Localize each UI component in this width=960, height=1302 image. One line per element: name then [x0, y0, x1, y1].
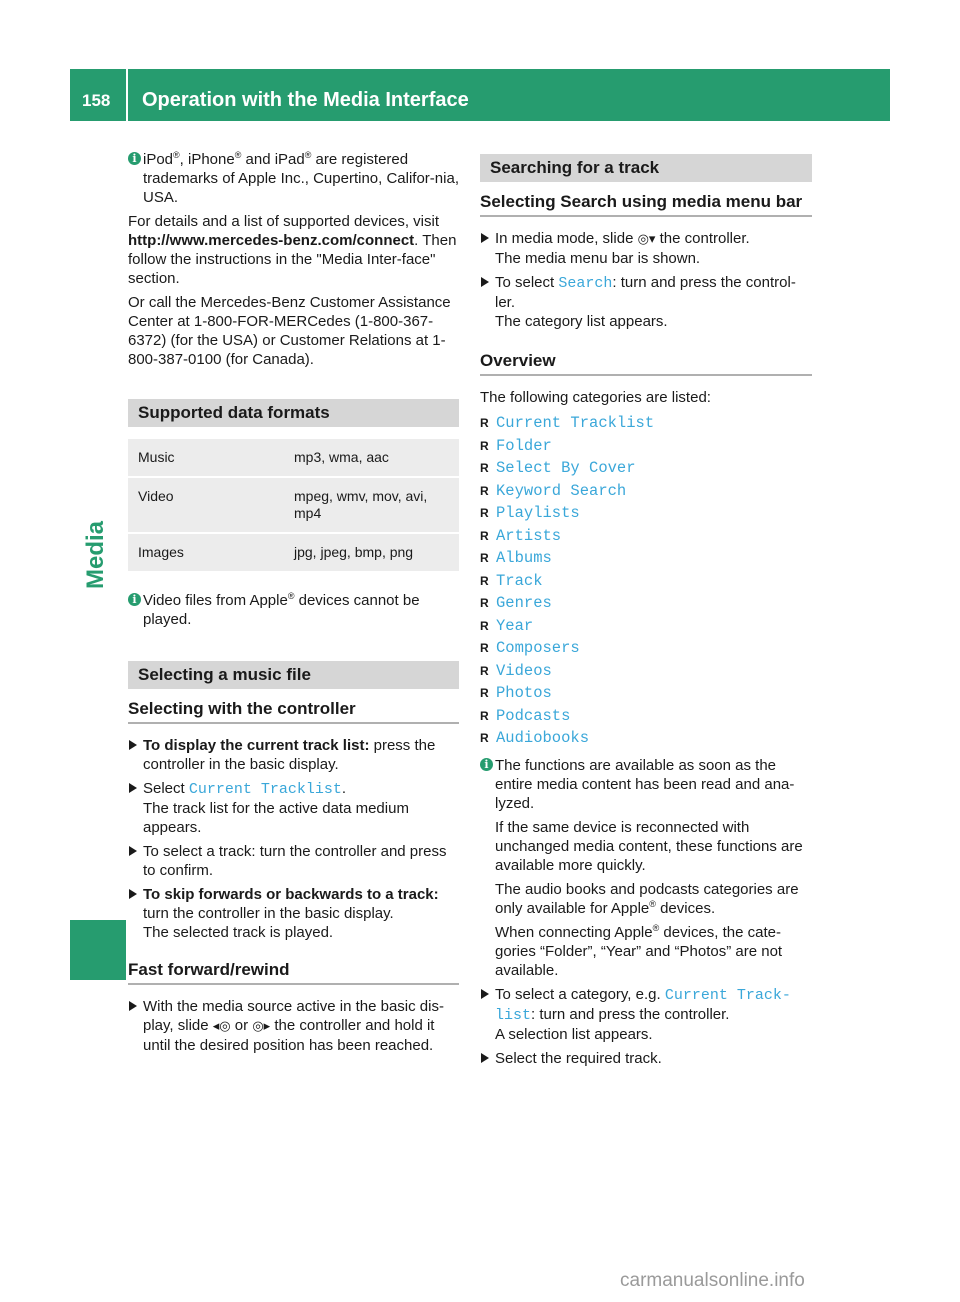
bullet-icon: R [480, 551, 489, 565]
menu-item-search[interactable]: Search [558, 275, 613, 292]
controller-slide-left-icon: ◂◎ [212, 1019, 231, 1034]
left-column [128, 150, 459, 1060]
note-text: If the same device is reconnected with unchanged media content, these functions are available more quickly. [495, 818, 803, 874]
bullet-icon: R [480, 483, 489, 498]
step-text: or [230, 1017, 253, 1034]
availability-note [480, 756, 812, 980]
step [480, 229, 812, 268]
bullet-icon: R [480, 708, 489, 723]
registered-mark: ® [304, 150, 312, 160]
subheading-controller: Selecting with the controller [128, 699, 459, 724]
watermark: carmanualsonline.info [620, 1270, 805, 1291]
list-item [480, 480, 812, 503]
menu-item-current-tracklist[interactable]: Current Tracklist [188, 781, 342, 798]
page-header [70, 69, 890, 121]
note-text-part: devices. [655, 899, 716, 917]
step-text: the controller. [655, 230, 750, 247]
category-item[interactable]: Folder [496, 436, 552, 455]
list-item [480, 570, 812, 593]
side-tab-marker [70, 920, 126, 980]
step-text: To select [495, 274, 559, 291]
info-icon: i [480, 758, 493, 771]
page-number: 158 [82, 91, 111, 110]
bullet-icon: R [480, 528, 489, 543]
subheading-fast-forward: Fast forward/rewind [128, 960, 459, 985]
note-text: The functions are available as soon as the entire media content has been read and ana-lyzed. [495, 756, 795, 812]
registered-mark: ® [652, 922, 660, 933]
step [480, 1049, 812, 1068]
note-text: devices cannot be played. [143, 592, 420, 628]
list-item [480, 525, 812, 548]
step-result: A selection list appears. [495, 1025, 653, 1043]
step-arrow-icon [129, 1001, 137, 1011]
table-row [128, 534, 459, 571]
bullet-icon: R [480, 416, 489, 430]
note-text-part: When connecting Apple [495, 923, 653, 941]
step-text: To select a category, e.g. [495, 985, 665, 1003]
info-icon: i [128, 593, 141, 606]
step-text: press the controller in the basic display. [143, 737, 436, 773]
list-item [480, 457, 812, 480]
note-text: and iPad [241, 151, 305, 168]
registered-mark: ® [287, 591, 295, 601]
registered-mark: ® [649, 898, 656, 909]
step [128, 842, 459, 880]
step-text: . [341, 780, 347, 797]
note-text: , iPhone [179, 151, 235, 168]
step-arrow-icon [129, 740, 137, 750]
step-text: With the media source active in the basic dis-play, slide [143, 998, 444, 1034]
list-item [480, 435, 812, 458]
controller-slide-down-icon: ◎▾ [637, 232, 656, 247]
step-text: In media mode, slide [495, 230, 638, 247]
category-item[interactable]: Year [496, 616, 534, 635]
step [128, 779, 459, 837]
trademark-note [128, 150, 459, 207]
table-row [128, 439, 459, 476]
registered-mark: ® [173, 150, 180, 160]
list-item [480, 412, 812, 435]
bullet-icon: R [480, 663, 489, 678]
note-text: Video files from Apple [143, 592, 288, 609]
category-list [480, 412, 812, 750]
step-bold: To display the current track list: [143, 737, 370, 754]
section-title-formats: Supported data formats [128, 399, 459, 427]
format-type: Music [128, 439, 284, 476]
category-item[interactable]: Playlists [496, 504, 580, 522]
right-column [480, 150, 812, 1073]
step-text: : turn and press the controller. [531, 1005, 730, 1023]
step-text: Select [143, 780, 189, 797]
bullet-icon: R [480, 731, 489, 745]
step [480, 273, 812, 331]
category-item[interactable]: Audiobooks [496, 729, 590, 747]
step-result: The selected track is played. [143, 924, 334, 941]
category-item[interactable]: Keyword Search [496, 481, 627, 500]
step-result: The category list appears. [495, 313, 668, 330]
bullet-icon: R [480, 686, 489, 700]
list-item [480, 727, 812, 750]
category-item[interactable]: Current Tracklist [496, 414, 655, 432]
step-arrow-icon [129, 889, 137, 899]
support-text: . Then follow the instructions in the "Media Inter-face" section. [128, 232, 457, 287]
step-arrow-icon [481, 989, 489, 999]
step [128, 736, 459, 774]
category-item[interactable]: Photos [496, 684, 552, 702]
video-note [128, 591, 459, 629]
bullet-icon: R [480, 506, 489, 520]
contact-paragraph: Or call the Mercedes-Benz Customer Assistance Center at 1-800-FOR-MERCedes (1-800-367-6372) (for the USA) or Customer Relations at 1-800-387-0100 (for Canada). [128, 294, 451, 368]
bullet-icon: R [480, 461, 489, 475]
category-item[interactable]: Select By Cover [496, 459, 636, 477]
overview-intro: The following categories are listed: [480, 389, 711, 406]
step [480, 985, 812, 1044]
step [128, 997, 459, 1055]
menu-item-current-tracklist[interactable]: Current Track‐list [495, 986, 791, 1024]
category-item[interactable]: Composers [496, 639, 580, 657]
step-text: : turn and press the control-ler. [495, 274, 796, 311]
category-item[interactable]: Track [496, 571, 543, 590]
list-item [480, 502, 812, 525]
support-paragraph [128, 212, 459, 288]
category-item[interactable]: Artists [496, 526, 562, 545]
step-text: the controller and hold it until the desired position has been reached. [143, 1017, 435, 1054]
note-text: are registered trademarks of Apple Inc., Cupertino, Califor-nia, USA. [143, 151, 459, 206]
formats-table [128, 437, 459, 573]
list-item [480, 682, 812, 705]
step-arrow-icon [129, 783, 137, 793]
support-url[interactable]: http://www.mercedes-benz.com/connect [128, 232, 415, 249]
controller-slide-right-icon: ◎▸ [252, 1019, 271, 1034]
note-text-part: The audio books and podcasts categories are only available for Apple [495, 880, 799, 917]
bullet-icon: R [480, 641, 489, 655]
category-item[interactable]: Genres [496, 594, 552, 612]
section-title-music: Selecting a music file [128, 661, 459, 689]
list-item [480, 660, 812, 683]
list-item [480, 592, 812, 615]
info-icon: i [128, 152, 141, 165]
page-title: Operation with the Media Interface [142, 89, 469, 111]
side-tab-label: Media [82, 521, 109, 590]
category-item[interactable]: Albums [496, 549, 552, 567]
list-item [480, 615, 812, 638]
format-extensions: mpeg, wmv, mov, avi, mp4 [284, 478, 459, 532]
format-type: Video [128, 478, 284, 532]
category-item[interactable]: Podcasts [496, 706, 571, 725]
step [128, 885, 459, 942]
step-arrow-icon [481, 233, 489, 243]
list-item [480, 637, 812, 660]
step-text: Select the required track. [495, 1049, 662, 1067]
bullet-icon: R [480, 618, 489, 633]
bullet-icon: R [480, 573, 489, 588]
bullet-icon: R [480, 438, 489, 453]
category-item[interactable]: Videos [496, 661, 552, 680]
bullet-icon: R [480, 596, 489, 610]
header-divider [126, 69, 128, 121]
step-arrow-icon [129, 846, 137, 856]
note-text: iPod [143, 151, 174, 168]
format-extensions: mp3, wma, aac [284, 439, 459, 476]
table-row [128, 478, 459, 532]
note-text [495, 923, 812, 980]
step-bold: To skip forwards or backwards to a track: [143, 886, 439, 903]
step-arrow-icon [481, 1053, 489, 1063]
format-type: Images [128, 534, 284, 571]
step-arrow-icon [481, 277, 489, 287]
subheading-search: Selecting Search using media menu bar [480, 192, 812, 217]
support-text: For details and a list of supported devices, visit [128, 213, 439, 230]
step-text: turn the controller in the basic display. [143, 905, 394, 922]
list-item [480, 705, 812, 728]
subheading-overview: Overview [480, 351, 812, 376]
list-item [480, 547, 812, 570]
note-text [495, 880, 812, 918]
format-extensions: jpg, jpeg, bmp, png [284, 534, 459, 571]
step-result: The media menu bar is shown. [495, 250, 701, 267]
registered-mark: ® [234, 150, 242, 160]
note-text-part: devices, the cate-gories “Folder”, “Year” and “Photos” are not available. [495, 923, 783, 979]
step-result: The track list for the active data medium appears. [143, 800, 409, 836]
section-title-search: Searching for a track [480, 154, 812, 182]
step-text: To select a track: turn the controller and press to confirm. [143, 843, 447, 879]
